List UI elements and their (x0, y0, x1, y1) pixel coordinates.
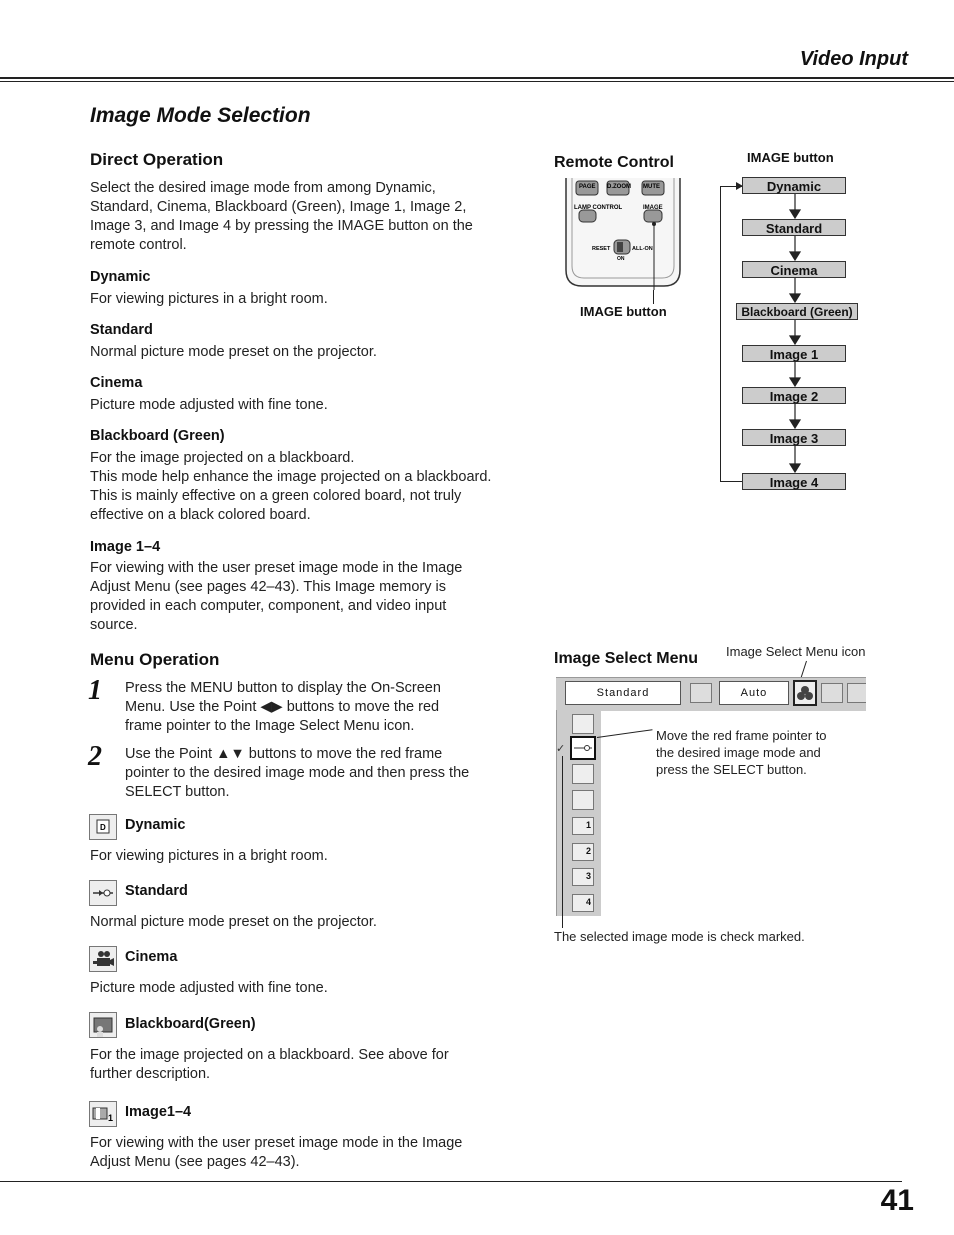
standard-icon (89, 880, 117, 906)
step-number-2: 2 (88, 741, 102, 772)
menu-mode-standard: Standard (125, 883, 188, 899)
remote-control-heading: Remote Control (554, 154, 674, 171)
list-image1-number: 1 (586, 820, 592, 830)
flow-box-standard: Standard (742, 219, 846, 236)
direct-operation-heading: Direct Operation (90, 150, 224, 169)
step-2-text: Use the Point ▲▼ buttons to move the red frame pointer to the desired image mode and then press the SELECT button. (125, 746, 470, 800)
menu-mode-cinema-desc: Picture mode adjusted with fine tone. (90, 980, 328, 996)
mode-heading-dynamic: Dynamic (90, 269, 151, 285)
header-rule-thin (0, 81, 954, 82)
svg-text:D: D (100, 823, 106, 832)
step-number-1: 1 (88, 675, 102, 706)
osd-mode-field[interactable]: Standard (565, 681, 681, 705)
menu-mode-blackboard: Blackboard(Green) (125, 1016, 256, 1032)
mode-heading-standard: Standard (90, 322, 153, 338)
check-mark-icon: ✓ (556, 743, 566, 755)
remote-key-reset: RESET (592, 246, 611, 252)
mode-heading-blackboard: Blackboard (Green) (90, 428, 225, 444)
mode-heading-image: Image 1–4 (90, 539, 161, 555)
remote-key-page: PAGE (579, 184, 596, 190)
image-button-leader (653, 290, 654, 304)
menu-operation-heading: Menu Operation (90, 650, 220, 669)
dynamic-icon (89, 814, 117, 840)
check-note-leader (562, 756, 563, 928)
flow-box-image4: Image 4 (742, 473, 846, 490)
remote-key-on: ON (617, 256, 625, 262)
list-image3-number: 3 (586, 871, 592, 881)
mode-desc-blackboard: For the image projected on a blackboard. This mode help enhance the image projected on a blackboard. This is mainly effective on a green colored board, not truly effective on a black colored board. (90, 450, 492, 523)
menu-mode-blackboard-desc: For the image projected on a blackboard. See above for further description. (90, 1047, 449, 1082)
mode-desc-image: For viewing with the user preset image mode in the Image Adjust Menu (see pages 42–43). This Image memory is provided in each computer, component, and video input source. (90, 560, 463, 633)
blackboard-icon (89, 1012, 117, 1038)
image-select-menu-icon-label: Image Select Menu icon (726, 644, 866, 659)
image-icon (89, 1101, 117, 1127)
image-select-menu-icon[interactable] (793, 680, 817, 706)
footer-rule (0, 1181, 902, 1182)
list-image4-number: 4 (586, 897, 592, 907)
remote-key-mute: MUTE (643, 184, 660, 190)
mode-heading-cinema: Cinema (90, 375, 143, 391)
pointer-note-leader (597, 729, 653, 738)
menu-mode-image: Image1–4 (125, 1104, 192, 1120)
svg-text:1: 1 (108, 1113, 114, 1123)
list-image2-number: 2 (586, 846, 592, 856)
flow-return-bottom (720, 481, 742, 482)
list-blackboard-icon[interactable] (572, 790, 594, 810)
flow-box-cinema: Cinema (742, 261, 846, 278)
flow-return-line (720, 186, 721, 482)
flow-box-dynamic: Dynamic (742, 177, 846, 194)
menu-mode-image-desc: For viewing with the user preset image mode in the Image Adjust Menu (see pages 42–43). (90, 1135, 463, 1170)
remote-control-illustration (560, 178, 690, 290)
cinema-icon (89, 946, 117, 972)
mode-desc-cinema: Picture mode adjusted with fine tone. (90, 397, 328, 413)
flow-box-image1: Image 1 (742, 345, 846, 362)
osd-adjust-icon[interactable] (821, 683, 843, 703)
list-cinema-icon[interactable] (572, 764, 594, 784)
list-dynamic-icon[interactable] (572, 714, 594, 734)
remote-key-lamp: LAMP CONTROL (574, 205, 623, 211)
osd-auto-field[interactable]: Auto (719, 681, 789, 705)
image-button-label-bottom: IMAGE button (580, 304, 667, 319)
flow-box-blackboard: Blackboard (Green) (736, 303, 858, 320)
image-select-menu-heading: Image Select Menu (554, 650, 699, 667)
mode-desc-dynamic: For viewing pictures in a bright room. (90, 291, 328, 307)
flow-arrows (786, 194, 806, 474)
osd-screen-icon[interactable] (690, 683, 712, 703)
remote-key-allon: ALL-ON (632, 246, 653, 252)
section-title: Video Input (799, 48, 908, 70)
menu-mode-standard-desc: Normal picture mode preset on the projector. (90, 914, 377, 930)
osd-next-icon[interactable] (847, 683, 866, 703)
direct-intro: Select the desired image mode from among Dynamic, Standard, Cinema, Blackboard (Green), Image 1, Image 2, Image 3, and Image 4 by pressing the IMAGE button on the remote control. (90, 180, 473, 253)
flow-box-image2: Image 2 (742, 387, 846, 404)
header-rule (0, 77, 954, 79)
remote-key-dzoom: D.ZOOM (607, 184, 631, 190)
page-number: 41 (880, 1184, 914, 1217)
menu-mode-dynamic-desc: For viewing pictures in a bright room. (90, 848, 328, 864)
pointer-note: Move the red frame pointer to the desired image mode and press the SELECT button. (656, 728, 827, 777)
page-title: Image Mode Selection (90, 104, 311, 127)
menu-mode-cinema: Cinema (125, 949, 178, 965)
mode-desc-standard: Normal picture mode preset on the projector. (90, 344, 377, 360)
image-button-label-top: IMAGE button (747, 150, 834, 165)
check-note: The selected image mode is check marked. (554, 929, 805, 944)
menu-mode-dynamic: Dynamic (125, 817, 186, 833)
step-1-text: Press the MENU button to display the On-Screen Menu. Use the Point ◀▶ buttons to move the red frame pointer to the Image Select Menu icon. (125, 680, 441, 734)
list-standard-icon-selected[interactable] (570, 736, 596, 760)
flow-box-image3: Image 3 (742, 429, 846, 446)
remote-key-image: IMAGE (643, 205, 663, 211)
